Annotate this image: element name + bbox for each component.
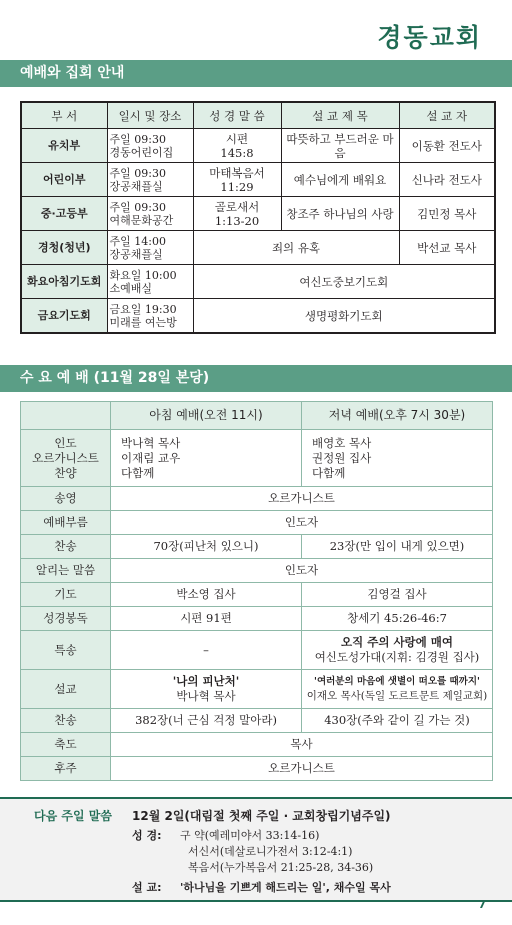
table-row bbox=[21, 733, 493, 757]
header-evening: 저녁 예배(오후 7시 30분) bbox=[302, 402, 493, 430]
sermon-label: 설 교: bbox=[132, 881, 162, 894]
table-row bbox=[21, 757, 493, 781]
sermon-cell: 따뜻하고 부드러운 마음 bbox=[281, 129, 399, 163]
table-row bbox=[21, 231, 495, 265]
row-label: 예배부름 bbox=[21, 511, 111, 535]
scripture-cell: 마태복음서 11:29 bbox=[193, 163, 281, 197]
scripture-line: 복음서(누가복음서 21:25-28, 34-36) bbox=[188, 861, 374, 874]
next-sunday-title: 12월 2일(대림절 첫째 주일 · 교회창립기념주일) bbox=[132, 809, 391, 823]
header-preacher: 설 교 자 bbox=[399, 102, 495, 129]
row-label: 설교 bbox=[21, 670, 111, 709]
evening-cell: 23장(만 입이 내게 있으면) bbox=[302, 535, 493, 559]
scripture-line: 구 약(예레미야서 33:14-16) bbox=[180, 829, 320, 842]
time-cell: 주일 14:00 장공채플실 bbox=[107, 231, 193, 265]
time-cell: 주일 09:30 여해문화공간 bbox=[107, 197, 193, 231]
preacher-cell: 김민정 목사 bbox=[399, 197, 495, 231]
table-row bbox=[21, 631, 493, 670]
next-sunday-label: 다음 주일 말씀 bbox=[34, 809, 112, 823]
morning-cell: 70장(피난처 있으니) bbox=[111, 535, 302, 559]
merged-cell: 오르가니스트 bbox=[111, 487, 493, 511]
table-row bbox=[21, 511, 493, 535]
row-label: 찬송 bbox=[21, 535, 111, 559]
evening-leaders-cell: 배영호 목사 권정원 집사 다함께 bbox=[302, 430, 493, 487]
merged-cell: 인도자 bbox=[111, 511, 493, 535]
table-row bbox=[21, 709, 493, 733]
sermon-title: '하나님을 기쁘게 해드리는 일', 채수일 목사 bbox=[180, 881, 391, 894]
wednesday-service-table bbox=[20, 401, 493, 781]
table-row bbox=[21, 299, 495, 334]
time-cell: 주일 09:30 장공채플실 bbox=[107, 163, 193, 197]
dept-cell: 어린이부 bbox=[21, 163, 107, 197]
scripture-cell: 골로새서 1:13-20 bbox=[193, 197, 281, 231]
merged-cell: 목사 bbox=[111, 733, 493, 757]
row-label: 알리는 말씀 bbox=[21, 559, 111, 583]
next-sunday-panel bbox=[0, 797, 512, 902]
evening-cell: '여러분의 마음에 샛별이 떠오를 때까지' 이재오 목사(독일 도르트문트 제일교회) bbox=[302, 670, 493, 709]
table-row bbox=[21, 129, 495, 163]
table-header-row bbox=[21, 402, 493, 430]
merged-cell: 생명평화기도회 bbox=[193, 299, 495, 334]
preacher-cell: 이동환 전도사 bbox=[399, 129, 495, 163]
evening-cell: 오직 주의 사랑에 매여 여신도성가대(지휘: 김경원 집사) bbox=[302, 631, 493, 670]
dept-cell: 화요아침기도회 bbox=[21, 265, 107, 299]
section-title-wednesday: 수 요 예 배 (11월 28일 본당) bbox=[0, 365, 512, 392]
table-row bbox=[21, 607, 493, 631]
dept-cell: 중·고등부 bbox=[21, 197, 107, 231]
scripture-label: 성 경: bbox=[132, 829, 162, 842]
morning-cell: – bbox=[111, 631, 302, 670]
table-row bbox=[21, 670, 493, 709]
services-table bbox=[20, 101, 496, 334]
dept-cell: 금요기도회 bbox=[21, 299, 107, 334]
page-number: 7 bbox=[478, 898, 486, 911]
merged-cell: 죄의 유혹 bbox=[193, 231, 399, 265]
table-row bbox=[21, 265, 495, 299]
table-row bbox=[21, 559, 493, 583]
morning-cell: 시편 91편 bbox=[111, 607, 302, 631]
table-row bbox=[21, 535, 493, 559]
morning-cell: 382장(너 근심 걱정 말아라) bbox=[111, 709, 302, 733]
dept-cell: 경청(청년) bbox=[21, 231, 107, 265]
merged-cell: 인도자 bbox=[111, 559, 493, 583]
header-blank bbox=[21, 402, 111, 430]
table-row bbox=[21, 163, 495, 197]
morning-cell: '나의 피난처' 박나혁 목사 bbox=[111, 670, 302, 709]
merged-cell: 여신도중보기도회 bbox=[193, 265, 495, 299]
table-row bbox=[21, 197, 495, 231]
header-sermon: 설 교 제 목 bbox=[281, 102, 399, 129]
sermon-cell: 예수님에게 배워요 bbox=[281, 163, 399, 197]
header-scripture: 성 경 말 씀 bbox=[193, 102, 281, 129]
leaders-label-cell: 인도 오르가니스트 찬양 bbox=[21, 430, 111, 487]
row-label: 축도 bbox=[21, 733, 111, 757]
table-row bbox=[21, 583, 493, 607]
time-cell: 주일 09:30 경동어린이집 bbox=[107, 129, 193, 163]
table-header-row bbox=[21, 102, 495, 129]
row-label: 특송 bbox=[21, 631, 111, 670]
row-label: 기도 bbox=[21, 583, 111, 607]
row-label: 찬송 bbox=[21, 709, 111, 733]
row-label: 성경봉독 bbox=[21, 607, 111, 631]
scripture-line: 서신서(데살로니가전서 3:12-4:1) bbox=[188, 845, 353, 858]
scripture-cell: 시편 145:8 bbox=[193, 129, 281, 163]
row-label: 송영 bbox=[21, 487, 111, 511]
evening-cell: 430장(주와 같이 길 가는 것) bbox=[302, 709, 493, 733]
evening-cell: 김영걸 집사 bbox=[302, 583, 493, 607]
morning-cell: 박소영 집사 bbox=[111, 583, 302, 607]
header-time: 일시 및 장소 bbox=[107, 102, 193, 129]
header-morning: 아침 예배(오전 11시) bbox=[111, 402, 302, 430]
merged-cell: 오르가니스트 bbox=[111, 757, 493, 781]
church-name: 경동교회 bbox=[377, 23, 482, 52]
table-row bbox=[21, 487, 493, 511]
section-title-services: 예배와 집회 안내 bbox=[0, 60, 512, 87]
header-dept: 부 서 bbox=[21, 102, 107, 129]
preacher-cell: 박선교 목사 bbox=[399, 231, 495, 265]
sermon-cell: 창조주 하나님의 사랑 bbox=[281, 197, 399, 231]
time-cell: 금요일 19:30 미래를 여는방 bbox=[107, 299, 193, 334]
row-label: 후주 bbox=[21, 757, 111, 781]
preacher-cell: 신나라 전도사 bbox=[399, 163, 495, 197]
time-cell: 화요일 10:00 소예배실 bbox=[107, 265, 193, 299]
dept-cell: 유치부 bbox=[21, 129, 107, 163]
morning-leaders-cell: 박나혁 목사 이재림 교우 다함께 bbox=[111, 430, 302, 487]
evening-cell: 창세기 45:26-46:7 bbox=[302, 607, 493, 631]
table-row-leaders bbox=[21, 430, 493, 487]
